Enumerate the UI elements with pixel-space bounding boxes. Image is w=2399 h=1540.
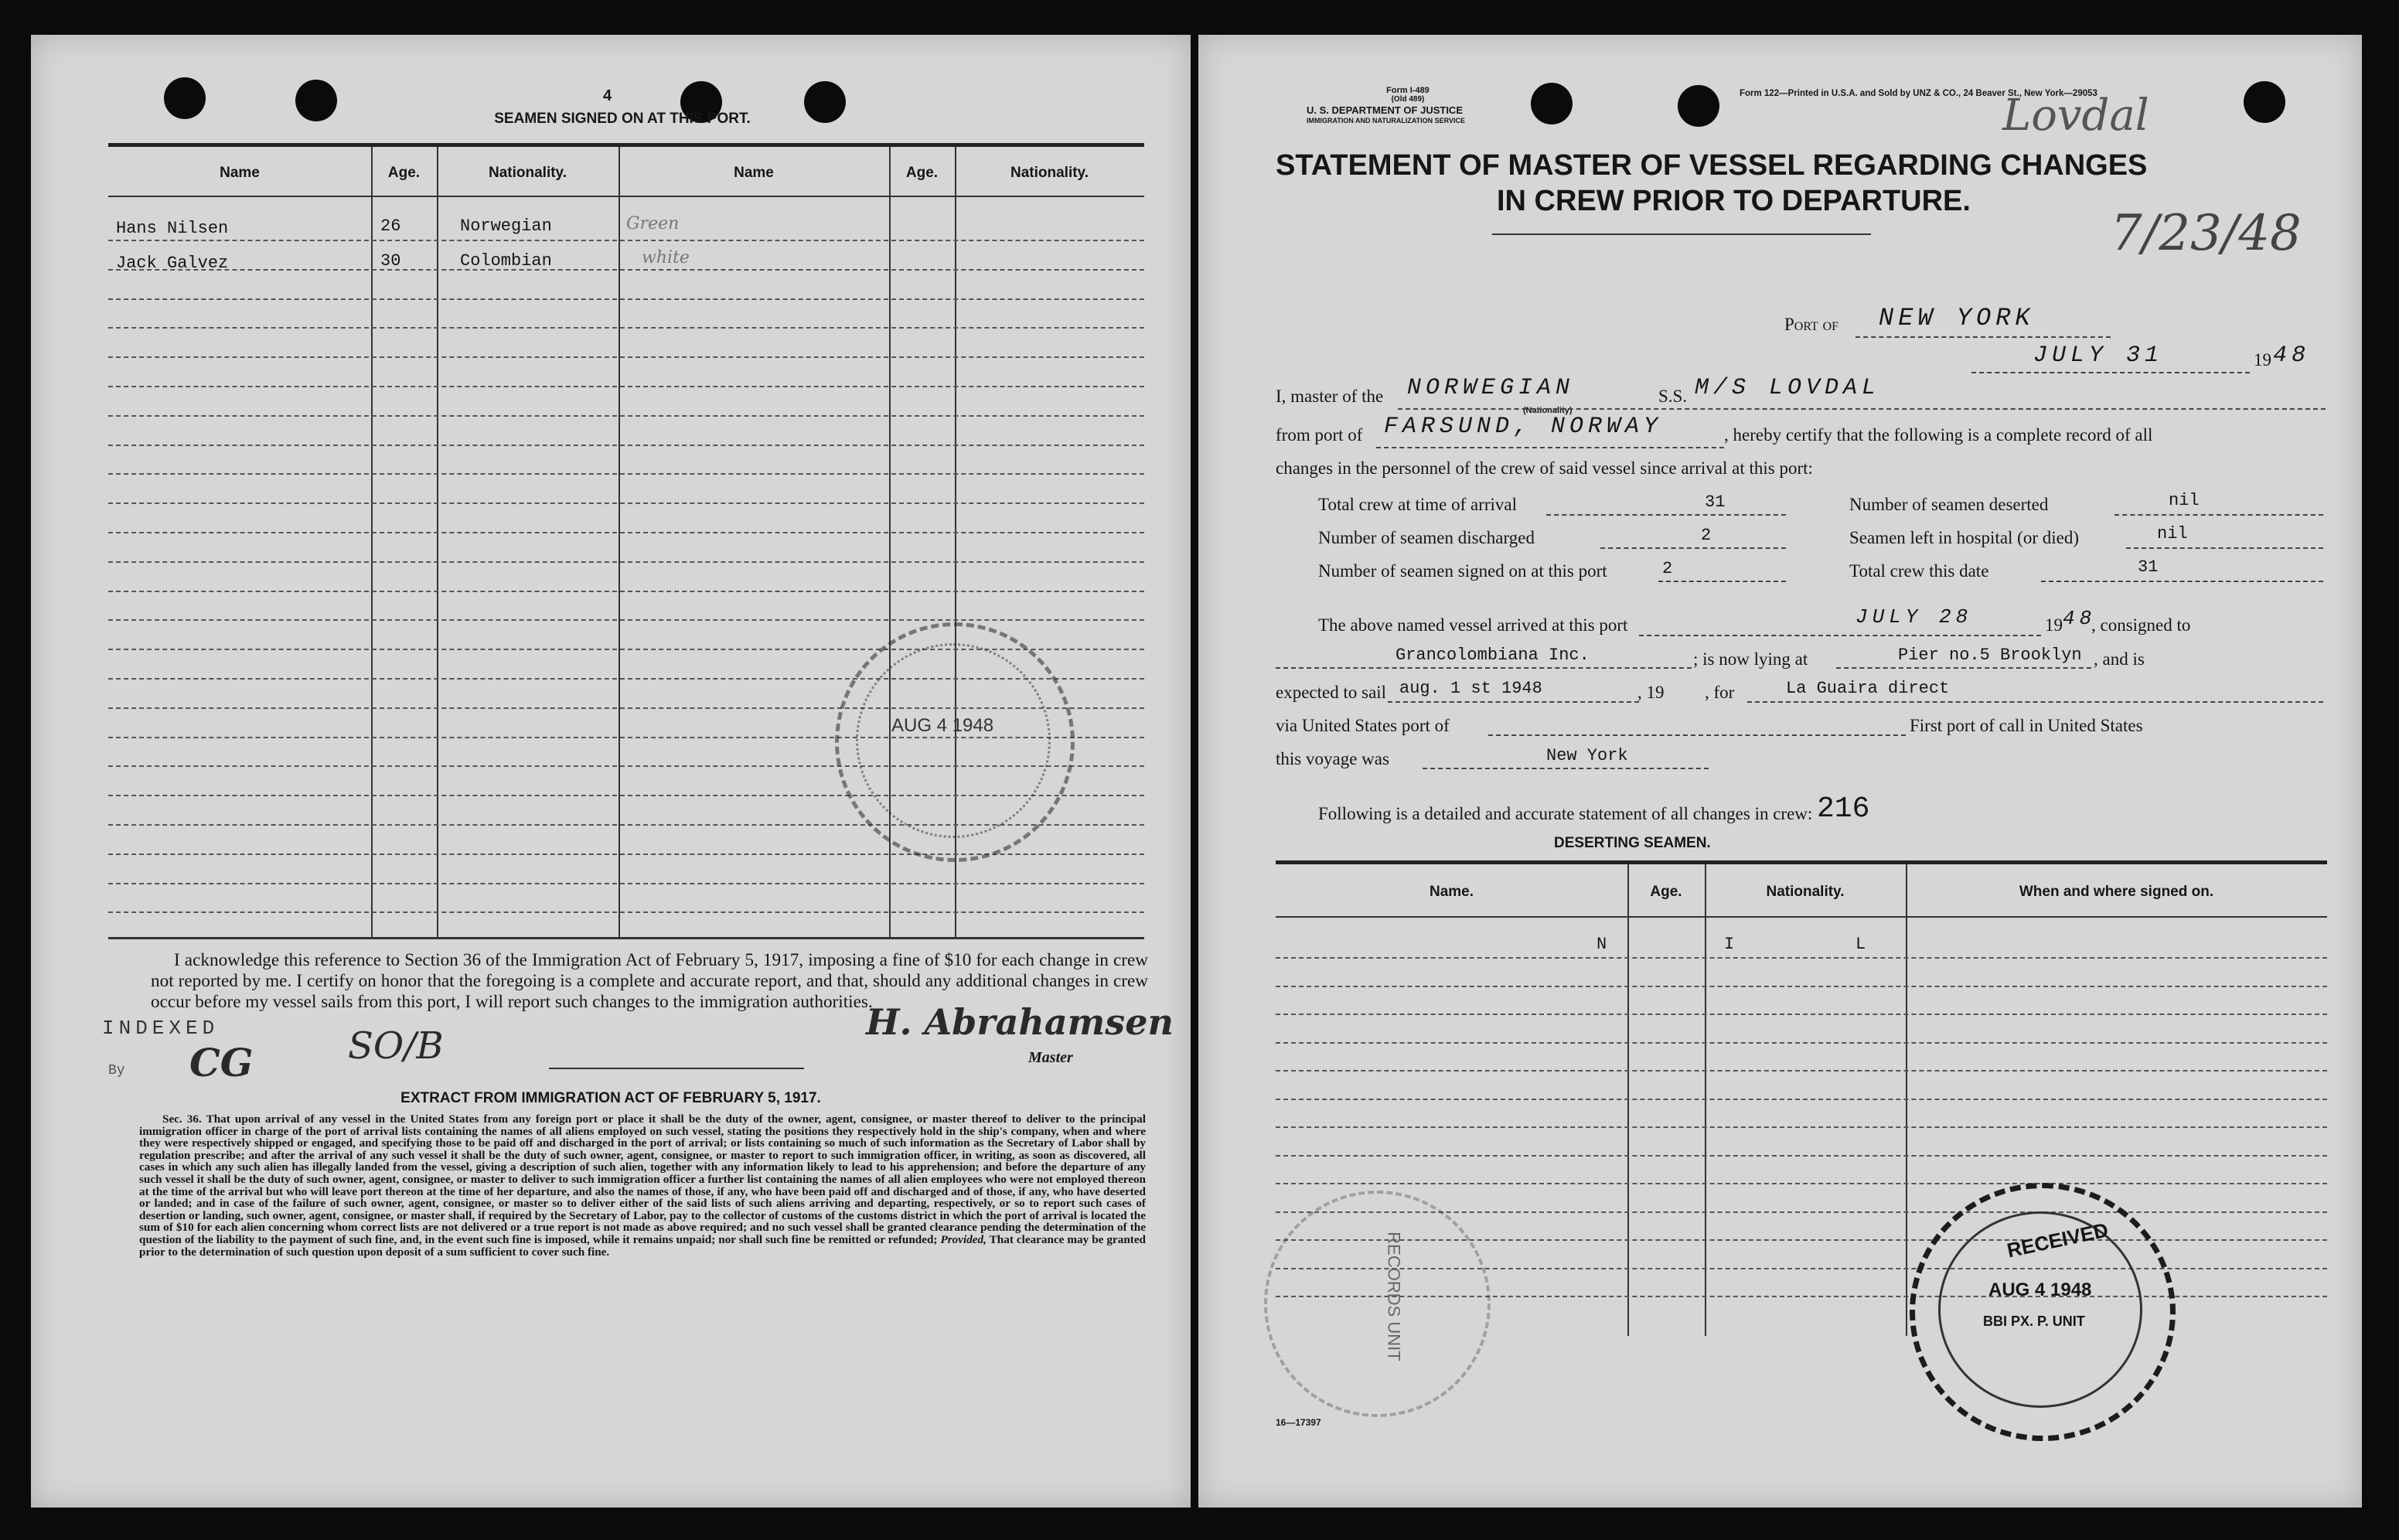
- ruled-line: [108, 356, 1144, 358]
- first-call-label: First port of call in United States: [1910, 716, 2143, 735]
- total-date-value: 31: [2138, 557, 2159, 577]
- ruled-line: [1276, 1014, 2327, 1015]
- voyage-value: New York: [1546, 746, 1628, 765]
- ruled-line: [1276, 1155, 2327, 1157]
- consigned-label: , consigned to: [2091, 615, 2191, 635]
- punch-hole: [804, 81, 846, 123]
- row-nationality: Norwegian: [460, 216, 552, 236]
- extract-title: EXTRACT FROM IMMIGRATION ACT OF FEBRUARY 5, 1917.: [400, 1090, 821, 1106]
- for-value: La Guaira direct: [1786, 679, 1950, 698]
- deserting-top-rule: [1276, 860, 2327, 864]
- deserting-title: DESERTING SEAMEN.: [1554, 835, 1711, 851]
- nil-letter: N: [1596, 935, 1607, 954]
- acknowledgement-text: I acknowledge this reference to Section 36 of the Immigration Act of February 5, 1917, imposing a fine of $10 for each change in crew not reported by me. I certify on honor that the foregoing is a complete and accurate report, and that, should any additional changes in crew occur before my vessel sails from this port, I will report such changes to the immigration authorities.: [151, 950, 1148, 1012]
- extract-body: [139, 1113, 1146, 1258]
- ruled-line: [108, 473, 1144, 475]
- ruled-line: [108, 269, 1144, 271]
- row-nationality: Colombian: [460, 251, 552, 271]
- deserting-header-rule: [1276, 916, 2327, 918]
- nil-letter: I: [1724, 935, 1735, 954]
- arrived-value: JULY 28: [1855, 605, 1973, 629]
- ruled-line: [108, 386, 1144, 387]
- hospital-value: nil: [2157, 524, 2188, 543]
- voyage-label: this voyage was: [1276, 749, 1389, 768]
- col-header-age-2: Age.: [905, 165, 939, 181]
- department-name: U. S. DEPARTMENT OF JUSTICE: [1307, 104, 1463, 116]
- deserted-value: nil: [2169, 491, 2200, 510]
- row-note: Green: [626, 214, 680, 233]
- date-value: JULY 31: [2033, 342, 2164, 369]
- ruled-line: [1276, 986, 2327, 987]
- table-header-rule: [108, 196, 1144, 197]
- ruled-line: [108, 532, 1144, 533]
- ruled-line: [108, 298, 1144, 300]
- lying-line: [1836, 667, 2091, 669]
- date-line: [1971, 372, 2250, 373]
- column-divider: [1705, 864, 1706, 1336]
- vessel-note: Lovdal: [2002, 90, 2149, 141]
- master-label: Master: [1028, 1049, 1073, 1066]
- total-date-label: Total crew this date: [1849, 561, 1989, 581]
- changes-text: changes in the personnel of the crew of said vessel since arrival at this port:: [1276, 458, 1813, 478]
- consignee-line: [1276, 667, 1692, 669]
- page-number: 4: [603, 87, 612, 104]
- year-prefix: 19: [2254, 350, 2271, 370]
- from-label: from port of: [1276, 425, 1363, 445]
- vessel-value: M/S LOVDAL: [1695, 375, 1881, 401]
- column-divider: [371, 147, 373, 937]
- form-title-line1: STATEMENT OF MASTER OF VESSEL REGARDING CHANGES: [1276, 149, 2148, 182]
- arrived-year-prefix: 19: [2045, 615, 2063, 635]
- ruled-line: [108, 619, 1144, 621]
- sail-year-prefix: , 19: [1637, 683, 1665, 702]
- deserting-col-nationality: Nationality.: [1766, 884, 1845, 900]
- discharged-line: [1600, 547, 1786, 549]
- form-number: Form I-489: [1386, 86, 1430, 95]
- table-bottom-rule: [108, 937, 1144, 939]
- master-label: I, master of the: [1276, 387, 1384, 406]
- received-unit: BBI PX. P. UNIT: [1983, 1313, 2085, 1329]
- sail-value: aug. 1 st 1948: [1399, 679, 1542, 698]
- ruled-line: [108, 883, 1144, 884]
- footer-code: 16—17397: [1276, 1417, 1321, 1428]
- from-value: FARSUND, NORWAY: [1384, 414, 1663, 440]
- records-unit-stamp: [1264, 1191, 1491, 1417]
- stamp-date: AUG 4 1948: [891, 715, 994, 736]
- punch-hole: [295, 80, 337, 121]
- sail-label: expected to sail: [1276, 683, 1387, 702]
- following-label: Following is a detailed and accurate statement of all changes in crew:: [1318, 804, 1813, 823]
- column-divider: [1906, 864, 1907, 1336]
- sail-line: [1388, 701, 1639, 703]
- ss-label: S.S.: [1658, 387, 1688, 406]
- lying-value: Pier no.5 Brooklyn: [1898, 646, 2082, 665]
- deserting-col-name: Name.: [1429, 884, 1474, 900]
- ruled-line: [108, 591, 1144, 592]
- row-note: white: [642, 248, 690, 267]
- extract-label: Sec. 36.: [162, 1112, 202, 1126]
- following-number: 216: [1817, 792, 1870, 826]
- immigration-stamp: [835, 622, 1075, 862]
- master-signature: H. Abrahamsen: [866, 1001, 1174, 1043]
- hospital-label: Seamen left in hospital (or died): [1849, 528, 2080, 547]
- ruled-line: [1276, 1126, 2327, 1128]
- service-name: IMMIGRATION AND NATURALIZATION SERVICE: [1307, 117, 1465, 124]
- right-page: [1198, 35, 2362, 1508]
- nil-letter: L: [1855, 935, 1866, 954]
- ruled-line: [108, 445, 1144, 446]
- ruled-line: [1276, 1099, 2327, 1100]
- row-age: 30: [380, 251, 401, 271]
- signed-on-line: [1658, 581, 1786, 582]
- col-header-nationality-2: Nationality.: [1010, 165, 1089, 181]
- deserting-col-signed-on: When and where signed on.: [2019, 884, 2214, 900]
- nationality-value: NORWEGIAN: [1407, 375, 1575, 401]
- records-unit-text: RECORDS UNIT: [1384, 1232, 1404, 1361]
- voyage-line: [1423, 768, 1709, 769]
- certify-text: , hereby certify that the following is a complete record of all: [1724, 425, 2153, 445]
- port-value: NEW YORK: [1879, 304, 2035, 332]
- from-line: [1376, 447, 1724, 448]
- arrived-line: [1639, 635, 2041, 636]
- signed-on-value: 2: [1662, 559, 1673, 578]
- signature-line: [549, 1068, 804, 1069]
- and-is: , and is: [2094, 649, 2145, 669]
- year-value: 48: [2273, 342, 2311, 369]
- total-date-line: [2041, 581, 2323, 582]
- indexed-initials: CG: [189, 1040, 254, 1085]
- column-divider: [1627, 864, 1629, 1336]
- ruled-line: [1276, 1042, 2327, 1044]
- ruled-line: [108, 415, 1144, 417]
- extract-text: That upon arrival of any vessel in the United States from any foreign port or place it shall be the duty of the owner, agent, consignee, or master thereof to deliver to the principal immigration officer in charge of the port of arrival lists containing the names of all aliens employed on such vessel, stating the positions they respectively hold in the ship's company, when and where they were respectively shipped or engaged, and specifying those to be paid off and discharged in the port of arrival; or lists containing so much of such information as the Secretary of Labor shall by regulation prescribe; and after the arrival of any such vessel it shall be the duty of such owner, agent, consignee, or master to report to such immigration officer, in writing, as soon as discovered, all cases in which any such alien has illegally landed from the vessel, giving a description of such alien, together with any information likely to lead to his apprehension; and before the departure of any such vessel it shall be the duty of such owner, agent, consignee, or master to deliver to such immigration officer a further list containing the names of all alien employees who were not employed thereon at the time of the arrival but who will leave port thereon at the time of her departure, and also the names of those, if any, who have been paid off and discharged and of those, if any, who have deserted or landed; and in case of the failure of such owner, agent, consignee, or master so to deliver either of the said lists of such aliens arriving and departing, respectively, or so to report such cases of desertion or landing, such owner, agent, consignee, or master shall, if required by the Secretary of Labor, pay to the collector of customs of the customs district in which the port of arrival is located the sum of $10 for each alien concerning whom correct lists are not delivered or a true report is not made as above required; and no such vessel shall be granted clearance pending the determination of the question of the liability to the payment of such fine, and, in the event such fine is imposed, while it remains unpaid; nor shall such fine be remitted or refunded;: [139, 1112, 1146, 1246]
- port-label: Port of: [1784, 315, 1839, 334]
- indexed-stamp: INDEXED: [102, 1017, 220, 1040]
- row-age: 26: [380, 216, 401, 236]
- total-arrival-value: 31: [1705, 492, 1726, 512]
- via-label: via United States port of: [1276, 716, 1450, 735]
- total-arrival-label: Total crew at time of arrival: [1318, 495, 1518, 514]
- port-line: [1855, 336, 2111, 338]
- discharged-value: 2: [1701, 526, 1712, 545]
- deserted-label: Number of seamen deserted: [1849, 495, 2049, 514]
- column-divider: [618, 147, 620, 937]
- punch-hole: [164, 77, 206, 119]
- for-label: , for: [1705, 683, 1735, 702]
- ruled-line: [108, 327, 1144, 329]
- received-stamp: [1910, 1183, 2176, 1441]
- received-text: RECEIVED: [2005, 1218, 2111, 1262]
- consignee-value: Grancolombiana Inc.: [1395, 646, 1590, 665]
- ruled-line: [1276, 957, 2327, 959]
- date-note: 7/23/48: [2111, 205, 2302, 262]
- lying-label: ; is now lying at: [1693, 649, 1808, 669]
- via-line: [1488, 734, 1906, 736]
- ruled-line: [1276, 1070, 2327, 1072]
- ruled-line: [108, 503, 1144, 504]
- arrived-label: The above named vessel arrived at this port: [1318, 615, 1628, 635]
- row-name: Jack Galvez: [116, 254, 229, 273]
- col-header-age: Age.: [387, 165, 421, 181]
- title-underline: [1492, 233, 1871, 235]
- extract-provided: Provided,: [940, 1232, 987, 1246]
- col-header-nationality: Nationality.: [489, 165, 567, 181]
- column-divider: [437, 147, 438, 937]
- for-line: [1747, 701, 2323, 703]
- signed-on-label: Number of seamen signed on at this port: [1318, 561, 1607, 581]
- ruled-line: [108, 240, 1144, 241]
- arrived-year: 48: [2063, 607, 2097, 630]
- hospital-line: [2126, 547, 2323, 549]
- received-date: AUG 4 1948: [1988, 1279, 2092, 1300]
- punch-hole: [1678, 85, 1719, 127]
- punch-hole: [2244, 81, 2285, 123]
- col-header-name: Name: [220, 165, 260, 181]
- stamp-inner-ring: [856, 643, 1051, 838]
- indexed-mark: SO/B: [348, 1024, 444, 1068]
- total-arrival-line: [1546, 514, 1786, 516]
- row-name: Hans Nilsen: [116, 219, 229, 238]
- indexed-by: By: [108, 1063, 125, 1078]
- punch-hole: [1531, 83, 1573, 124]
- printer-note: Form 122—Printed in U.S.A. and Sold by UNZ & CO., 24 Beaver St., New York—29053: [1740, 89, 2097, 98]
- ruled-line: [108, 911, 1144, 913]
- section-title: SEAMEN SIGNED ON AT THIS PORT.: [494, 111, 751, 127]
- discharged-label: Number of seamen discharged: [1318, 528, 1535, 547]
- nationality-caption: (Nationality): [1523, 406, 1573, 415]
- table-top-rule: [108, 143, 1144, 147]
- form-title-line2: IN CREW PRIOR TO DEPARTURE.: [1497, 185, 1971, 217]
- left-page: [31, 35, 1191, 1508]
- ruled-line: [108, 561, 1144, 563]
- form-old-number: (Old 489): [1391, 95, 1425, 104]
- master-line: [1398, 408, 2326, 410]
- deserted-line: [2114, 514, 2323, 516]
- deserting-col-age: Age.: [1650, 884, 1682, 900]
- ruled-line: [1276, 1183, 2327, 1184]
- extract-tail: That clearance may be granted prior to the determination of such question upon deposit of a sum sufficient to cover such fine.: [139, 1232, 1147, 1259]
- col-header-name-2: Name: [734, 165, 774, 181]
